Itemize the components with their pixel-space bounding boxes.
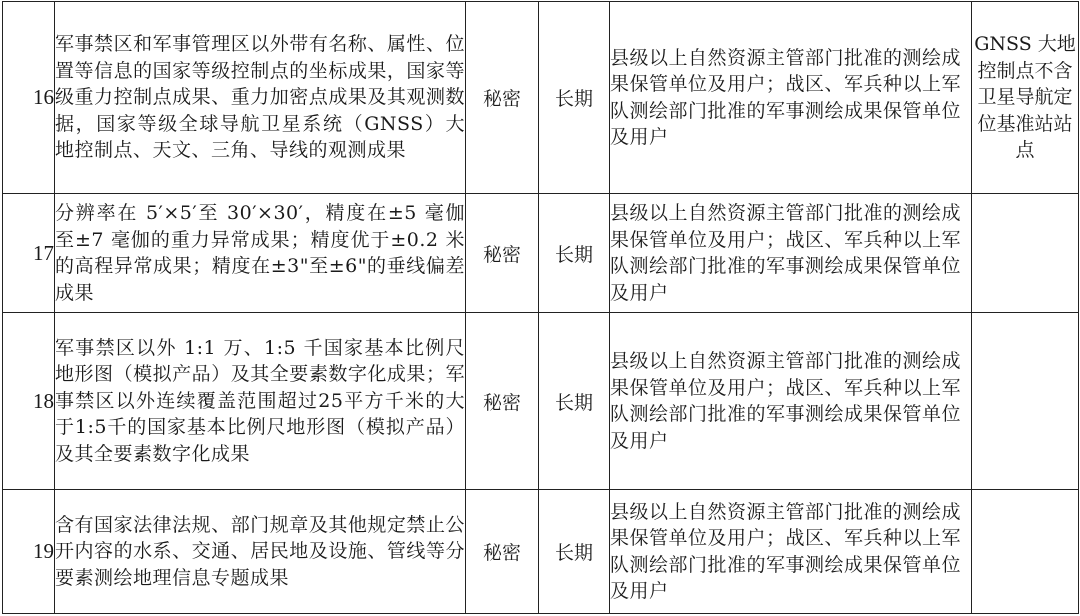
classification-table [2,1,1079,614]
access-scope-cell: 县级以上自然资源主管部门批准的测绘成果保管单位及用户；战区、军兵种以上军队测绘部门批准的军事测绘成果保管单位及用户 [610,313,972,490]
row-number: 16 [3,2,55,194]
remark-cell: GNSS 大地控制点不含卫星导航定位基准站站点 [972,2,1079,194]
table-row [3,194,1079,313]
secrecy-level-cell: 秘密 [466,490,539,614]
remark-cell [972,490,1079,614]
content-cell: 分辨率在 5′×5′至 30′×30′，精度在±5 毫伽至±7 毫伽的重力异常成果；精度优于±0.2 米的高程异常成果；精度在±3"至±6"的垂线偏差成果 [55,194,466,313]
row-number: 18 [3,313,55,490]
secrecy-level-cell: 秘密 [466,194,539,313]
content-cell: 含有国家法律法规、部门规章及其他规定禁止公开内容的水系、交通、居民地及设施、管线等分要素测绘地理信息专题成果 [55,490,466,614]
access-scope-cell: 县级以上自然资源主管部门批准的测绘成果保管单位及用户；战区、军兵种以上军队测绘部门批准的军事测绘成果保管单位及用户 [610,194,972,313]
secrecy-period-cell: 长期 [539,313,610,490]
content-cell: 军事禁区以外 1:1 万、1:5 千国家基本比例尺地形图（模拟产品）及其全要素数字化成果；军事禁区以外连续覆盖范围超过25平方千米的大于1:5千的国家基本比例尺地形图（模拟产品）及其全要素数字化成果 [55,313,466,490]
secrecy-period-cell: 长期 [539,2,610,194]
secrecy-level-cell: 秘密 [466,313,539,490]
table-row [3,2,1079,194]
table-row [3,313,1079,490]
row-number: 19 [3,490,55,614]
access-scope-cell: 县级以上自然资源主管部门批准的测绘成果保管单位及用户；战区、军兵种以上军队测绘部门批准的军事测绘成果保管单位及用户 [610,490,972,614]
secrecy-period-cell: 长期 [539,194,610,313]
remark-cell [972,194,1079,313]
secrecy-level-cell: 秘密 [466,2,539,194]
row-number: 17 [3,194,55,313]
remark-cell [972,313,1079,490]
content-cell: 军事禁区和军事管理区以外带有名称、属性、位置等信息的国家等级控制点的坐标成果，国家等级重力控制点成果、重力加密点成果及其观测数据，国家等级全球导航卫星系统（GNSS）大地控制点、天文、三角、导线的观测成果 [55,2,466,194]
table-row [3,490,1079,614]
secrecy-period-cell: 长期 [539,490,610,614]
access-scope-cell: 县级以上自然资源主管部门批准的测绘成果保管单位及用户；战区、军兵种以上军队测绘部门批准的军事测绘成果保管单位及用户 [610,2,972,194]
